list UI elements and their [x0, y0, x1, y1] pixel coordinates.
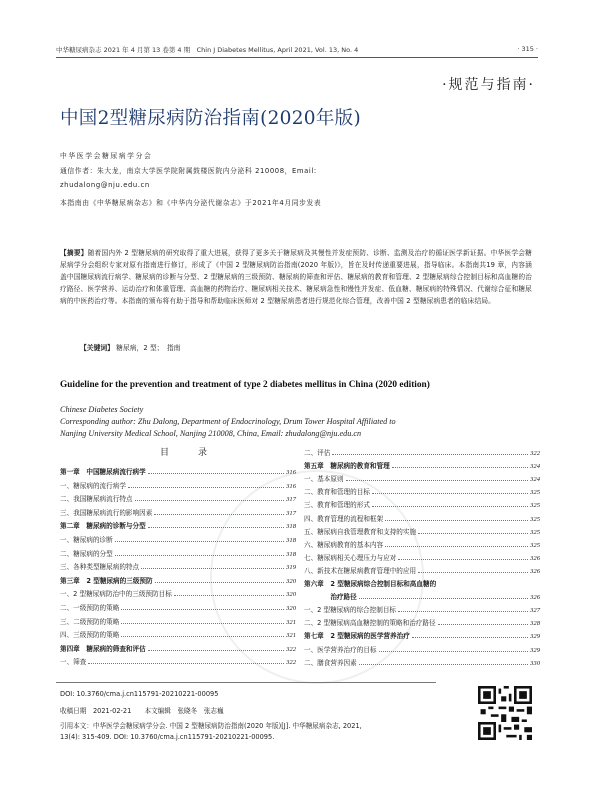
toc-leader-dots — [121, 609, 284, 610]
running-header-left: 中华糖尿病杂志 2021 年 4 月第 13 卷第 4 期 Chin J Diabetes Mellitus, April 2021, Vol. 13, No. 4 — [56, 46, 359, 54]
toc-chapter[interactable] — [304, 630, 540, 640]
toc-entry[interactable] — [60, 534, 296, 544]
toc-entry[interactable] — [60, 480, 296, 490]
toc-entry-title: 三、我国糖尿病流行的影响因素 — [60, 508, 153, 517]
toc-entry-title: 二、糖尿病的分型 — [60, 549, 113, 558]
toc-page-number: 324 — [530, 463, 540, 471]
toc-page-number: 322 — [286, 659, 296, 667]
toc-entry-title: 第七章 2 型糖尿病的医学营养治疗 — [304, 632, 410, 641]
toc-page-number: 329 — [530, 633, 540, 641]
toc-page-number: 329 — [530, 646, 540, 654]
toc-page-number: 316 — [286, 482, 296, 490]
toc-leader-dots — [418, 572, 528, 573]
toc-leader-dots — [154, 514, 284, 515]
toc-entry-title: 第六章 2 型糖尿病综合控制目标和高血糖的 — [304, 580, 437, 588]
section-tag: ·规范与指南· — [442, 77, 535, 93]
toc-entry-title: 一、糖尿病的流行病学 — [60, 481, 126, 490]
english-corresponding-2: Nanjing University Medical School, Nanjing 210008, China, Email: zhudalong@nju.edu.cn — [60, 429, 362, 438]
toc-page-number: 326 — [530, 567, 540, 575]
toc-entry[interactable] — [304, 552, 540, 562]
toc-page-number: 316 — [286, 469, 296, 476]
toc-entry[interactable] — [60, 548, 296, 558]
toc-entry-title: 七、糖尿病相关心理压力与应对 — [304, 553, 397, 562]
toc-page-number: 320 — [286, 591, 296, 599]
toc-page-number: 317 — [286, 509, 296, 517]
toc-entry-title: 一、糖尿病的诊断 — [60, 536, 113, 544]
page-number: · 315 · — [517, 45, 538, 53]
toc-page-number: 321 — [286, 632, 296, 640]
toc-page-number: 325 — [530, 489, 540, 497]
toc-leader-dots — [346, 480, 529, 481]
toc-entry[interactable] — [304, 447, 540, 457]
english-title: Guideline for the prevention and treatment of type 2 diabetes mellitus in China (2020 edition) — [60, 380, 430, 390]
toc-page-number: 325 — [530, 528, 540, 536]
toc-entry-title: 第五章 糖尿病的教育和管理 — [304, 462, 390, 471]
toc-entry-title: 一、医学营养治疗的目标 — [304, 645, 377, 654]
toc-page-number: 326 — [530, 554, 540, 562]
toc-leader-dots — [372, 506, 528, 507]
toc-page-number: 325 — [530, 515, 540, 523]
toc-leader-dots — [115, 541, 284, 542]
toc-entry[interactable] — [304, 473, 540, 483]
toc-heading: 目 录 — [160, 448, 218, 458]
correspondence-email: zhudalong@nju.edu.cn — [60, 181, 150, 189]
toc-entry[interactable] — [60, 616, 296, 626]
toc-entry[interactable] — [304, 604, 540, 614]
toc-entry-title: 第一章 中国糖尿病流行病学 — [60, 468, 146, 476]
toc-entry-title: 二、我国糖尿病流行特点 — [60, 495, 133, 504]
toc-page-number: 326 — [530, 594, 540, 602]
toc-chapter[interactable] — [304, 578, 540, 588]
toc-entry-title: 二、教育和管理的目标 — [304, 488, 370, 497]
english-corresponding-1: Corresponding author: Zhu Dalong, Department of Endocrinology, Drum Tower Hospital Affiliated to — [60, 417, 396, 426]
toc-entry[interactable] — [304, 539, 540, 549]
toc-entry[interactable] — [60, 629, 296, 639]
toc-page-number: 325 — [530, 541, 540, 549]
toc-entry[interactable] — [60, 656, 296, 666]
toc-entry-title: 二、一级预防的策略 — [60, 604, 120, 612]
author-org: 中华医学会糖尿病学分会 — [60, 152, 153, 160]
toc-entry[interactable] — [60, 507, 296, 517]
abstract-text: 随着国内外 2 型糖尿病的研究取得了重大进展，获得了更多关于糖尿病及其慢性并发症预防、诊断、监测及治疗的循证医学新证据。中华医学会糖尿病学分会组织专家对原有指南进行修订，形成了《中国 2 型糖尿病防治指南(2020 年版)》，旨在及时传递重要进展，指导临床。本指南共19 章，内容涵盖中国糖尿病流行病学、糖尿病的诊断与分型、2 型糖尿病的三级预防、糖尿病的筛查和评估、糖尿病的教育和管理、2 型糖尿病综合控制目标和高血糖的治疗路径、医学营养、运动治疗和体重管理、高血糖的药物治疗、糖尿病相关技术、糖尿病急性和慢性并发症、低血糖、糖尿病的特殊情况、代谢综合征和糖尿病的中医药治疗等。本指南的颁布将有助于指导和帮助临床医师对 2 型糖尿病患者进行规范化综合管理，改善中国 2 型糖尿病患者的临床结局。 — [60, 249, 532, 306]
toc-entry-title: 五、糖尿病自我管理教育和支持的实施 — [304, 527, 417, 536]
toc-leader-dots — [155, 582, 285, 583]
toc-entry-title: 一、2 型糖尿病的综合控制目标 — [304, 606, 397, 615]
citation-line-2: 13(4): 315-409. DOI: 10.3760/cma.j.cn115791-20210221-00095. — [60, 733, 275, 741]
toc-entry[interactable] — [304, 657, 540, 667]
toc-entry[interactable] — [60, 602, 296, 612]
toc-leader-dots — [392, 467, 528, 468]
footer-rule — [56, 682, 436, 683]
toc-leader-dots — [332, 454, 528, 455]
toc-page-number: 318 — [286, 537, 296, 544]
toc-leader-dots — [88, 663, 284, 664]
toc-entry-title: 一、基本原则 — [304, 475, 344, 484]
toc-leader-dots — [385, 546, 528, 547]
doi: DOI: 10.3760/cma.j.cn115791-20210221-00095 — [60, 690, 219, 698]
toc-chapter[interactable] — [60, 520, 296, 530]
toc-entry-title: 一、筛查 — [60, 658, 87, 667]
toc-leader-dots — [148, 650, 284, 651]
toc-entry-title: 六、糖尿病教育的基本内容 — [304, 540, 384, 549]
toc-chapter[interactable] — [60, 466, 296, 476]
toc-entry-title: 四、教育管理的流程和框架 — [304, 514, 384, 523]
toc-entry-title: 三、教育和管理的形式 — [304, 501, 370, 510]
toc-leader-dots — [359, 664, 528, 665]
toc-leader-dots — [385, 520, 528, 521]
toc-entry-title: 二、膳食营养因素 — [304, 658, 357, 667]
toc-page-number: 330 — [530, 659, 540, 667]
toc-leader-dots — [398, 611, 528, 612]
toc-leader-dots — [359, 598, 528, 599]
toc-entry[interactable] — [304, 513, 540, 523]
toc-page-number: 318 — [286, 550, 296, 558]
toc-leader-dots — [121, 623, 284, 624]
toc-page-number: 328 — [530, 620, 540, 628]
toc-entry-title: 第二章 糖尿病的诊断与分型 — [60, 522, 146, 531]
toc-page-number: 324 — [530, 476, 540, 484]
toc-leader-dots — [372, 493, 528, 494]
toc-page-number: 318 — [286, 523, 296, 531]
toc-chapter[interactable] — [304, 591, 540, 601]
toc-chapter[interactable] — [60, 643, 296, 653]
toc-page-number: 327 — [530, 607, 540, 615]
toc-entry[interactable] — [304, 499, 540, 509]
toc-page-number: 317 — [286, 496, 296, 504]
toc-leader-dots — [128, 487, 284, 488]
toc-leader-dots — [412, 637, 528, 638]
toc-entry-title: 治疗路径 — [304, 593, 357, 602]
qr-code-icon — [478, 686, 532, 740]
toc-entry[interactable] — [60, 493, 296, 503]
toc-entry-title: 第三章 2 型糖尿病的三级预防 — [60, 576, 153, 585]
toc-entry-title: 八、新技术在糖尿病教育管理中的应用 — [304, 566, 417, 575]
toc-leader-dots — [148, 473, 284, 474]
keywords-label: 【关键词】 — [80, 344, 114, 352]
toc-entry-title: 二、评估 — [304, 449, 331, 457]
toc-page-number: 325 — [530, 502, 540, 510]
toc-leader-dots — [115, 555, 284, 556]
toc-entry[interactable] — [60, 588, 296, 598]
toc-chapter[interactable] — [304, 460, 540, 470]
abstract-label: 【摘要】 — [60, 249, 88, 257]
toc-page-number: 322 — [286, 645, 296, 653]
toc-entry-title: 三、各种类型糖尿病的特点 — [60, 563, 140, 572]
toc-leader-dots — [438, 624, 529, 625]
toc-leader-dots — [141, 568, 284, 569]
toc-page-number: 320 — [286, 605, 296, 612]
toc-page-number: 321 — [286, 618, 296, 626]
article-title: 中国2型糖尿病防治指南(2020年版) — [60, 108, 361, 129]
english-society: Chinese Diabetes Society — [60, 405, 144, 414]
correspondence-line-1: 通信作者：朱大龙，南京大学医学院附属鼓楼医院内分泌科 210008，Email: — [60, 167, 317, 175]
toc-page-number: 319 — [286, 564, 296, 572]
toc-left-column — [60, 466, 296, 676]
toc-right-column — [304, 447, 540, 677]
toc-entry[interactable] — [304, 526, 540, 536]
toc-entry[interactable] — [304, 617, 540, 627]
toc-entry[interactable] — [304, 644, 540, 654]
toc-leader-dots — [135, 500, 285, 501]
keywords-text: 糖尿病，2 型； 指南 — [116, 344, 181, 352]
toc-entry-title: 四、三级预防的策略 — [60, 631, 120, 640]
running-header — [56, 45, 538, 58]
toc-entry-title: 第四章 糖尿病的筛查和评估 — [60, 644, 146, 653]
citation-line-1: 引用本文：中华医学会糖尿病学分会. 中国 2 型糖尿病防治指南(2020 年版)[J]. 中华糖尿病杂志, 2021, — [60, 722, 362, 730]
toc-entry-title: 二、2 型糖尿病高血糖控制的策略和治疗路径 — [304, 619, 436, 628]
toc-entry[interactable] — [60, 561, 296, 571]
received-date: 收稿日期 2021-02-21 本文编辑 张晓冬 张志巍 — [60, 707, 224, 715]
toc-leader-dots — [398, 559, 528, 560]
abstract — [60, 247, 532, 307]
toc-page-number: 320 — [286, 577, 296, 585]
toc-page-number: 322 — [530, 450, 540, 457]
toc-chapter[interactable] — [60, 575, 296, 585]
publication-note: 本指南由《中华糖尿病杂志》和《中华内分泌代谢杂志》于2021年4月同步发表 — [60, 199, 322, 207]
toc-leader-dots — [174, 595, 284, 596]
toc-leader-dots — [418, 533, 528, 534]
toc-leader-dots — [121, 636, 284, 637]
toc-entry[interactable] — [304, 486, 540, 496]
toc-leader-dots — [148, 527, 284, 528]
toc-entry-title: 三、二级预防的策略 — [60, 617, 120, 626]
toc-entry[interactable] — [304, 565, 540, 575]
toc-leader-dots — [379, 651, 529, 652]
toc-entry-title: 一、2 型糖尿病防治中的三级预防目标 — [60, 590, 172, 599]
keywords — [80, 342, 180, 352]
